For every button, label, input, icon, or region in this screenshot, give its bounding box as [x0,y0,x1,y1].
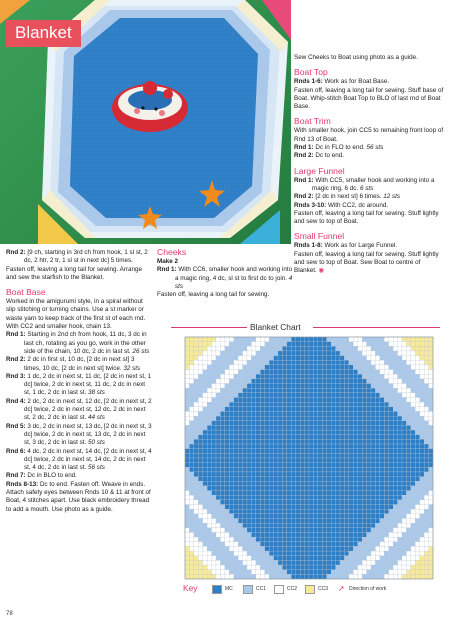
direction-text: Direction of work [349,586,387,592]
round-row [6,373,152,398]
sew-cheeks-text: Sew Cheeks to Boat using photo as a guide. [294,54,418,61]
rnd-text: 2 dc, 2 dc in next st, 12 dc, [2 dc in next st, 2 dc] twice, 2 dc in next st, 12 dc, 2 dc in next st, 2 dc, 2 dc in last st. [24,397,152,422]
rnd2-paragraph [6,249,152,266]
intro-text: Worked in the amigurumi style, in a spiral without slip stitching or turning chains. Use a st marker or waste yarn to keep track of the first st of each rnd. [6,298,146,322]
key-swatch-cc2 [274,585,284,594]
stitch-count: 56 sts [366,144,384,152]
rnd-text: Dc in BLO to end. [27,472,78,480]
heading-large-funnel: Large Funnel [294,165,345,176]
chart-title-rule-right [313,327,440,328]
rnd-text: Work as for Boat Base. [324,78,390,86]
rnd-text: Dc to end. Fasten off. Weave in ends. [39,480,146,488]
chain-text: With CC2 and smaller hook, chain 13. [6,323,112,331]
stitch-count: 56 sts [88,464,105,472]
heading-boat-base: Boat Base [6,287,46,298]
round-row [294,242,444,250]
right-column [294,54,444,276]
key-swatch-cc3 [305,585,315,594]
round-row [6,448,152,473]
stitch-count: 6 sts [359,184,374,192]
rnd-label: Rnd 1: [294,144,314,152]
small-funnel-end [294,251,444,276]
rnd-text: Dc in FLO to end. [315,144,365,152]
page-number: 78 [6,611,13,617]
stitch-count: 44 sts [88,414,105,422]
stitch-count: 12 sts [383,193,401,201]
rnd-text: 1 dc, 2 dc in next st, 11 dc, [2 dc in next st, 1 dc] twice, 2 dc in next st, 11 dc, 2 dc in next st, 1 dc, 2 dc in last st. [24,372,152,397]
heading-boat-top: Boat Top [294,67,328,78]
fasten-text: Fasten off, leaving a long tail for sewing. [157,291,270,299]
rnd-label: Rnd 6: [6,447,26,455]
large-funnel-end-text: Fasten off, leaving a long tail for sewing. Stuff lightly and sew to top of Boat. [294,209,439,226]
rnd-label: Rnd 1: [6,331,26,339]
trim-intro-text: With smaller hook, join CC5 to remaining front loop of Rnd 13 of Boat. [294,127,444,143]
rnd-label: Rnds 8-13: [6,480,39,488]
rnd-label: Rnd 2: [294,193,314,201]
small-funnel-end-text: Fasten off, leaving a long tail for sewing. Stuff lightly and sew to top of Boat. Sew Boat to centre of Blanket. [294,250,439,275]
rnd-text: With CC6, smaller hook and working into a magic ring, 4 dc, sl st to first dc to join. [175,266,293,282]
rnd-text: With CC5, smaller hook and working into a magic ring, 6 dc. [312,176,435,192]
rnd-text: [2 dc in next st] 6 times. [315,193,382,201]
round-row [294,152,444,160]
rnd-label: Rnd 2: [6,249,26,256]
section-title-tag: Blanket [6,20,81,47]
rnd-label: Rnds 3-10: [294,201,327,209]
rnd-label: Rnd 2: [6,356,26,364]
stitch-count: 4 sts [175,274,293,290]
round-row [294,177,444,194]
round-row [6,356,152,373]
round-row [294,202,444,210]
rnd-label: Rnd 4: [6,397,26,405]
round-row [6,398,152,423]
blanket-chart-grid [177,335,441,583]
rnd-text: Work as for Large Funnel. [324,242,398,250]
chart-title: Blanket Chart [250,322,301,332]
rnd-label: Rnd 3: [6,372,26,380]
round-row [6,423,152,448]
stitch-count: 26 sts [132,347,150,355]
rnd-label: Rnd 1: [294,176,314,184]
rnd-label: Rnds 1-8: [294,242,323,250]
end-marker-icon: ◉ [318,267,325,275]
rnd-text: Starting in 2nd ch from hook, 11 dc, 3 dc in last ch, rotating as you go, work in the other side of the chain, 10 dc, 2 dc in last st. [24,331,147,355]
eyes-text: Attach safety eyes between Rnds 10 & 11 at front of Boat, 4 stitches apart. Use black embroidery thread to add a mouth. Use photo as a guide. [6,489,151,513]
left-column [6,249,152,514]
round-row [294,193,444,201]
rnd-text: Dc to end. [315,152,345,160]
key-text-cc3: CC3 [318,586,329,592]
key-text-cc1: CC1 [256,586,267,592]
rnd-label: Rnd 2: [294,152,314,160]
key-swatch-cc1 [243,585,253,594]
rnd-text: With CC2, dc around. [327,201,389,209]
round-row [6,331,152,356]
rnd-label: Rnd 1: [157,266,177,274]
stitch-count: 38 sts [88,389,105,397]
middle-column [157,247,295,299]
round-row [6,472,152,480]
rnd-text: 4 dc, 2 dc in next st, 14 dc, [2 dc in next st, 4 dc] twice, 2 dc in next st, 14 dc, 2 dc in next st, 4 dc, 2 dc in last st. [24,447,152,472]
rnd-label: Rnds 1-6: [294,78,323,86]
chart-title-rule-left [171,327,247,328]
round-row [294,78,444,86]
make-count: Make 2 [157,258,179,265]
boat-top-text: Fasten off, leaving a long tail for sewing. Stuff base of Boat. Whip-stitch Boat Top to BLO of last rnd of Boat Base. [294,86,444,111]
stitch-count: 50 sts [88,439,105,447]
key-swatch-mc [212,585,222,594]
round-row [6,481,152,489]
stitch-count: 32 sts [123,364,141,372]
rnd-label: Rnd 5: [6,422,26,430]
rnd-text: [9 ch, starting in 3rd ch from hook, 1 sl st, 2 dc, 2 htr, 2 tr, 1 sl st in next dc] 5 times. [24,249,148,265]
key-text-mc: MC [225,586,233,592]
direction-arrow-icon: ➚ [338,584,345,593]
rnd-label: Rnd 7: [6,472,26,480]
heading-small-funnel: Small Funnel [294,231,345,242]
key-label: Key [183,583,198,593]
round-row [294,144,444,152]
heading-cheeks: Cheeks [157,247,187,257]
fasten-text: Fasten off, leaving a long tail for sewing. Arrange and sew the starfish to the Blanket. [6,265,143,281]
key-text-cc2: CC2 [287,586,298,592]
rnd-text: 3 dc, 2 dc in next st, 13 dc, [2 dc in next st, 3 dc] twice, 2 dc in next st, 13 dc, 2 dc in next st, 3 dc, 2 dc in last st. [24,422,152,447]
heading-boat-trim: Boat Trim [294,116,331,127]
round-row [157,266,295,291]
rnd-text: 2 dc in first st, 10 dc, [2 dc in next st] 3 times, 10 dc, [2 dc in next st] twice. [24,356,135,372]
